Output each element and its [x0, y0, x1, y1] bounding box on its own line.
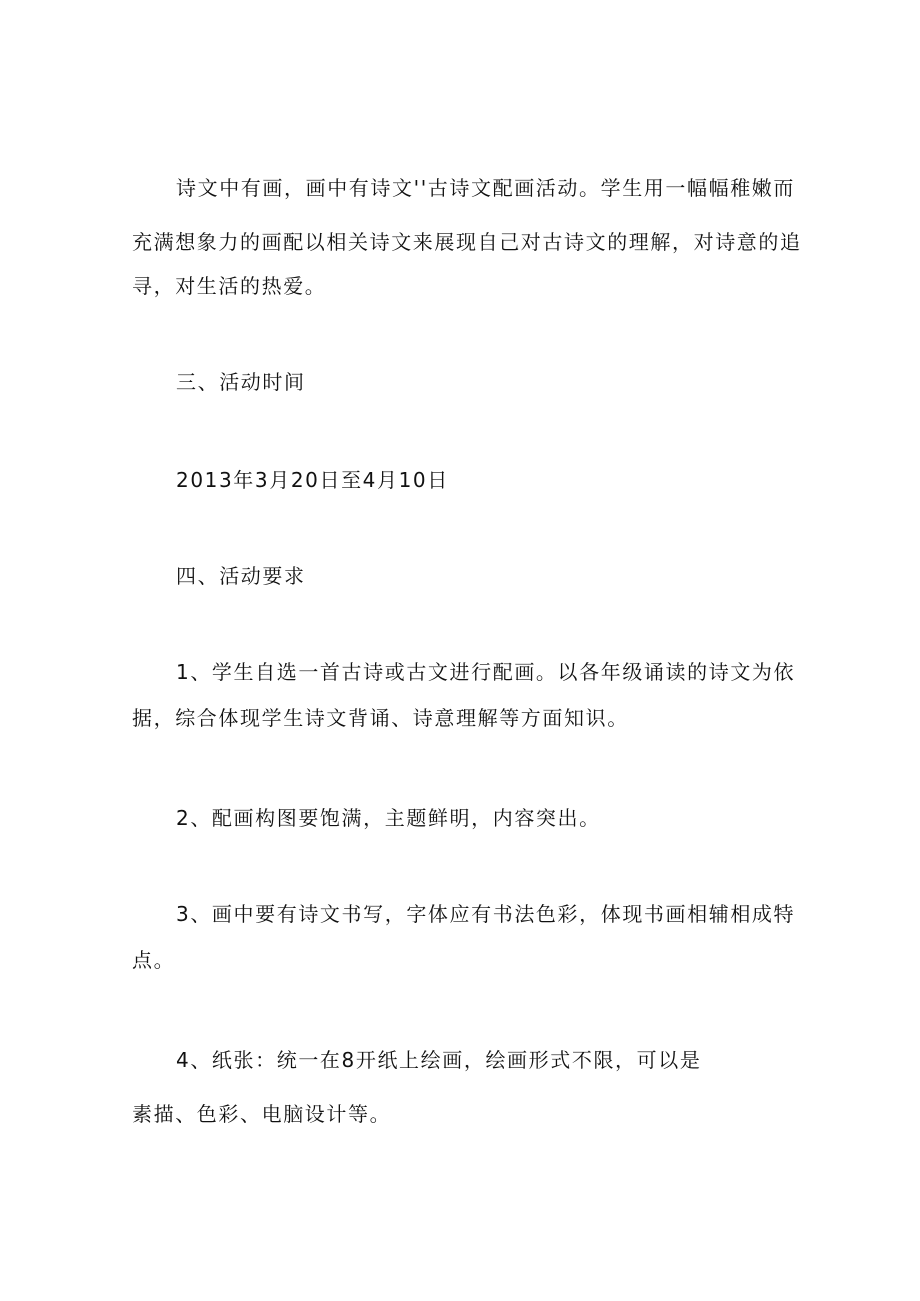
requirement-1-line-2: 据，综合体现学生诗文背诵、诗意理解等方面知识。	[132, 706, 629, 730]
requirement-3-line-1: 3、画中要有诗文书写，字体应有书法色彩，体现书画相辅相成特	[176, 902, 796, 926]
intro-line-2: 充满想象力的画配以相关诗文来展现自己对古诗文的理解，对诗意的追	[132, 230, 802, 254]
requirement-3-line-2: 点。	[132, 948, 176, 972]
section-4-heading: 四、活动要求	[176, 564, 306, 588]
intro-line-1: 诗文中有画，画中有诗文''古诗文配画活动。学生用一幅幅稚嫩而	[176, 176, 795, 200]
requirement-4-line-1: 4、纸张：统一在8开纸上绘画，绘画形式不限，可以是	[176, 1048, 702, 1072]
activity-date: 2013年3月20日至4月10日	[176, 468, 449, 492]
requirement-2: 2、配画构图要饱满，主题鲜明，内容突出。	[176, 806, 601, 830]
section-3-heading: 三、活动时间	[176, 370, 306, 394]
requirement-1-line-1: 1、学生自选一首古诗或古文进行配画。以各年级诵读的诗文为依	[176, 660, 796, 684]
requirement-4-line-2: 素描、色彩、电脑设计等。	[132, 1102, 392, 1126]
intro-line-3: 寻，对生活的热爱。	[132, 274, 327, 298]
